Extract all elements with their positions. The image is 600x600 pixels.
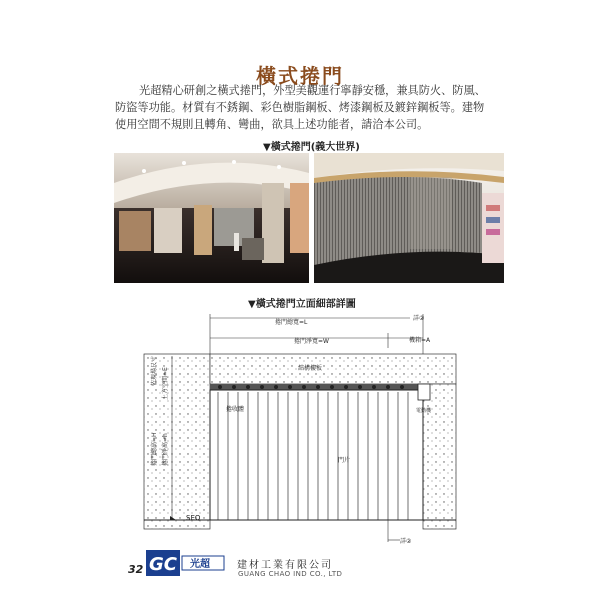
logo-text: 光超 <box>190 559 210 570</box>
motor-label: 電動機 <box>416 408 432 414</box>
door-label: 門片 <box>338 457 351 464</box>
dim-clear-label: 捲門淨寬=W <box>294 338 329 345</box>
photo-caption: ▼橫式捲門(義大世界) <box>263 142 360 153</box>
page-title: 橫式捲門 <box>256 64 344 88</box>
left-label-3: 捲門總高=H <box>151 432 158 466</box>
left-label-4: 捲門淨高=h <box>162 433 169 466</box>
beam-label: 結構樓板 <box>298 365 323 372</box>
intro-paragraph: 光超精心研創之橫式捲門，外型美觀運行寧靜安穩，兼具防火、防風、防盜等功能。材質有不銹鋼、彩色樹脂鋼板、烤漆鋼板及鍍鋅鋼板等。建物使用空間不規則且轉角、彎曲，欲具上述功能者，請洽本公司。 <box>115 84 486 131</box>
detail-mark-top: 詳② <box>413 315 425 322</box>
mall-corridor-image <box>114 153 309 283</box>
left-label-2: 上方空間=E <box>162 367 169 400</box>
motor-box <box>418 384 430 400</box>
drawing-caption: ▼橫式捲門立面細部詳圖 <box>248 299 356 310</box>
svg-text:GC: GC <box>149 554 177 575</box>
slat-label: 捲收體 <box>226 406 245 413</box>
curved-shutter-photo <box>314 153 504 283</box>
floor-label: SEQ <box>186 514 201 522</box>
page-number: 32 <box>128 563 144 576</box>
company-name: 建材工業有限公司 <box>237 560 333 571</box>
mall-corridor-photo <box>114 153 309 283</box>
company-english-name: GUANG CHAO IND CO., LTD <box>238 570 343 578</box>
curved-shutter-image <box>314 153 504 283</box>
company-logo <box>146 550 226 576</box>
detail-mark-bottom: 詳② <box>400 538 412 545</box>
dim-box-label: 機箱=A <box>409 337 431 344</box>
dim-total-label: 捲門總寬=L <box>275 319 308 326</box>
shutter-elevation-drawing <box>130 308 475 548</box>
left-label-1: 依現場尺寸 <box>151 355 158 386</box>
shutter-slats <box>218 392 408 520</box>
